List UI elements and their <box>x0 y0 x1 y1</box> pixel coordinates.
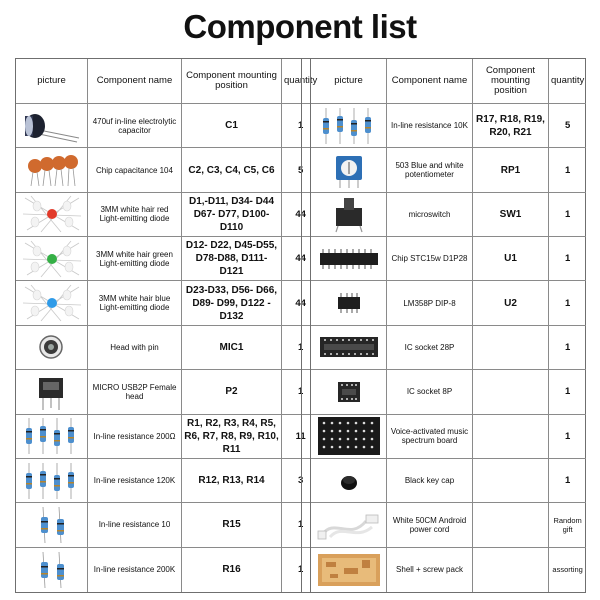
key-cap-icon-graphic <box>318 463 380 499</box>
blue-led-icon-graphic <box>21 283 83 323</box>
ceramic-capacitor-icon <box>16 148 88 192</box>
electrolytic-capacitor-icon <box>16 104 88 148</box>
quantity: 44 <box>282 193 319 237</box>
header-mounting-position: Component mounting position <box>182 59 282 104</box>
resistor-bundle-icon-graphic <box>21 461 83 501</box>
usb-cable-icon <box>311 503 387 547</box>
component-name: Voice-activated music spectrum board <box>387 415 473 459</box>
mounting-position: D23-D33, D56- D66, D89- D99, D122 - D132 <box>182 281 282 325</box>
potentiometer-icon-graphic <box>318 150 380 190</box>
quantity: 1 <box>549 193 586 237</box>
quantity: 5 <box>549 104 586 148</box>
mounting-position: D1,-D11, D34- D44 D67- D77, D100-D110 <box>182 193 282 237</box>
quantity: 44 <box>282 237 319 281</box>
component-table <box>15 58 586 593</box>
microphone-icon-graphic <box>21 329 83 365</box>
component-name: IC socket 8P <box>387 370 473 414</box>
header-mounting-position: Component mounting position <box>473 59 549 104</box>
resistor-pair-icon-graphic <box>21 550 83 590</box>
mounting-position: U1 <box>473 237 549 281</box>
potentiometer-icon <box>311 148 387 192</box>
component-name: In-line resistance 200K <box>88 548 182 592</box>
quantity: 44 <box>282 281 319 325</box>
component-name: Head with pin <box>88 326 182 370</box>
header-component-name: Component name <box>387 59 473 104</box>
dip8-chip-icon <box>311 281 387 325</box>
acrylic-shell-icon-graphic <box>314 550 384 590</box>
mounting-position: D12- D22, D45-D55, D78-D88, D111-D121 <box>182 237 282 281</box>
ceramic-capacitor-icon-graphic <box>21 152 83 188</box>
header-component-name: Component name <box>88 59 182 104</box>
resistor-bundle-icon <box>311 104 387 148</box>
mounting-position: U2 <box>473 281 549 325</box>
mounting-position: R1, R2, R3, R4, R5, R6, R7, R8, R9, R10, R11 <box>182 415 282 459</box>
quantity: 1 <box>282 503 319 547</box>
quantity: 1 <box>549 370 586 414</box>
resistor-pair-icon <box>16 548 88 592</box>
green-led-icon <box>16 237 88 281</box>
component-name: Chip STC15w D1P28 <box>387 237 473 281</box>
quantity: 1 <box>549 459 586 503</box>
ic-socket-8-icon <box>311 370 387 414</box>
mounting-position <box>473 326 549 370</box>
mounting-position <box>473 459 549 503</box>
component-name: 3MM white hair red Light-emitting diode <box>88 193 182 237</box>
resistor-bundle-icon-graphic <box>21 416 83 456</box>
resistor-bundle-icon <box>16 415 88 459</box>
component-table-right <box>310 58 586 593</box>
component-name: LM358P DIP-8 <box>387 281 473 325</box>
acrylic-shell-icon <box>311 548 387 592</box>
component-table-left <box>15 58 318 593</box>
green-led-icon-graphic <box>21 239 83 279</box>
mounting-position: R12, R13, R14 <box>182 459 282 503</box>
mounting-position <box>473 548 549 592</box>
component-name: 3MM white hair green Light-emitting diode <box>88 237 182 281</box>
quantity: 1 <box>549 148 586 192</box>
quantity: Random gift <box>549 503 586 547</box>
dip8-chip-icon-graphic <box>318 285 380 321</box>
header-quantity: quantity <box>282 59 319 104</box>
mounting-position: RP1 <box>473 148 549 192</box>
component-name: microswitch <box>387 193 473 237</box>
table-separator <box>301 58 310 593</box>
component-name: In-line resistance 10 <box>88 503 182 547</box>
mounting-position: P2 <box>182 370 282 414</box>
header-picture: picture <box>16 59 88 104</box>
component-name: Shell + screw pack <box>387 548 473 592</box>
usb-socket-icon-graphic <box>21 372 83 412</box>
pcb-board-icon <box>311 415 387 459</box>
microphone-icon <box>16 326 88 370</box>
ic-socket-8-icon-graphic <box>318 374 380 410</box>
component-name: 470uf in-line electrolytic capacitor <box>88 104 182 148</box>
mounting-position <box>473 503 549 547</box>
component-name: In-line resistance 10K <box>387 104 473 148</box>
mounting-position: R15 <box>182 503 282 547</box>
quantity: 1 <box>297 564 304 576</box>
mounting-position: R16 <box>182 548 282 592</box>
quantity: 5 <box>282 148 319 192</box>
quantity: 1 <box>549 415 586 459</box>
quantity: 1 <box>282 326 319 370</box>
component-name: In-line resistance 200Ω <box>88 415 182 459</box>
microswitch-icon <box>311 193 387 237</box>
component-name: In-line resistance 120K <box>88 459 182 503</box>
mounting-position: MIC1 <box>182 326 282 370</box>
resistor-pair-icon-graphic <box>21 505 83 545</box>
key-cap-icon <box>311 459 387 503</box>
resistor-pair-icon <box>16 503 88 547</box>
resistor-bundle-icon <box>16 459 88 503</box>
component-name: Chip capacitance 104 <box>88 148 182 192</box>
component-name: 3MM white hair blue Light-emitting diode <box>88 281 182 325</box>
quantity: assorting <box>552 565 583 575</box>
mounting-position: C2, C3, C4, C5, C6 <box>182 148 282 192</box>
resistor-bundle-icon-graphic <box>318 106 380 146</box>
header-quantity: quantity <box>549 59 586 104</box>
page-title: Component list <box>183 8 417 45</box>
dip28-chip-icon <box>311 237 387 281</box>
usb-socket-icon <box>16 370 88 414</box>
header-picture: picture <box>311 59 387 104</box>
quantity: 3 <box>282 459 319 503</box>
mounting-position <box>473 415 549 459</box>
electrolytic-capacitor-icon-graphic <box>21 108 83 144</box>
quantity: 11 <box>282 415 319 459</box>
ic-socket-28-icon-graphic <box>316 329 382 365</box>
blue-led-icon <box>16 281 88 325</box>
red-led-icon <box>16 193 88 237</box>
red-led-icon-graphic <box>21 194 83 234</box>
component-name: IC socket 28P <box>387 326 473 370</box>
mounting-position: SW1 <box>473 193 549 237</box>
mounting-position <box>473 370 549 414</box>
pcb-board-icon-graphic <box>314 415 384 457</box>
component-name: MICRO USB2P Female head <box>88 370 182 414</box>
quantity: 1 <box>282 370 319 414</box>
quantity: 1 <box>549 237 586 281</box>
dip28-chip-icon-graphic <box>316 241 382 277</box>
ic-socket-28-icon <box>311 326 387 370</box>
quantity: 1 <box>282 104 319 148</box>
quantity: 1 <box>549 281 586 325</box>
component-name: 503 Blue and white potentiometer <box>387 148 473 192</box>
component-name: Black key cap <box>387 459 473 503</box>
quantity: 1 <box>549 326 586 370</box>
component-name: White 50CM Android power cord <box>387 503 473 547</box>
mounting-position: C1 <box>182 104 282 148</box>
microswitch-icon-graphic <box>318 194 380 234</box>
mounting-position: R17, R18, R19, R20, R21 <box>473 104 549 148</box>
usb-cable-icon-graphic <box>316 507 382 543</box>
